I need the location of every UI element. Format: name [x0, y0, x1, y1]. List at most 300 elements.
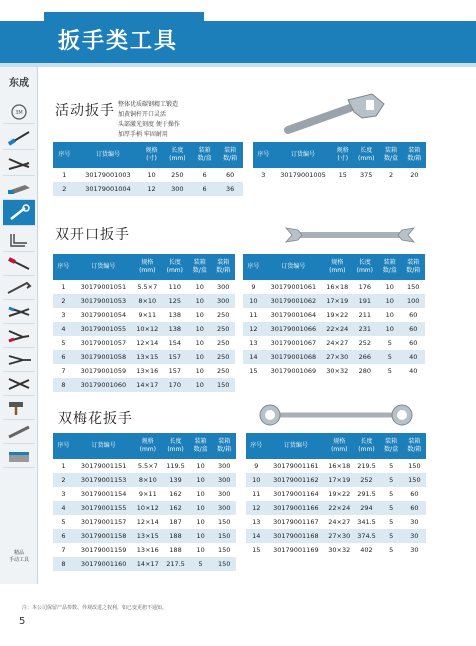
table-cell: 30179001057: [74, 336, 133, 350]
section-description: 整体优质碳钢精工锻造 加黄铜杆开口灵活 头部激光刻度 便于操作 加厚手柄 牢固耐用: [118, 101, 180, 138]
table-cell: 9×11: [133, 308, 162, 322]
table-row: [246, 459, 426, 473]
table-cell: 7: [53, 543, 74, 557]
table-cell: 14: [243, 350, 264, 364]
table-cell: 157: [162, 364, 188, 378]
table-cell: 5: [53, 336, 74, 350]
table-cell: 138: [162, 308, 188, 322]
table-cell: 30179001061: [264, 280, 323, 294]
table-cell: 30179001062: [264, 294, 323, 308]
table-cell: 30179001055: [74, 322, 133, 336]
table-cell: 150: [212, 543, 236, 557]
table-cell: 40: [402, 364, 426, 378]
table-cell: 13: [246, 515, 267, 529]
table-cell: 119.5: [162, 459, 189, 473]
table-row: [243, 294, 425, 308]
table-cell: 219.5: [353, 459, 379, 473]
spec-table-double-open-right: [243, 254, 425, 378]
table-cell: 8: [53, 378, 74, 392]
table-cell: 341.5: [353, 515, 379, 529]
table-cell: 20: [403, 168, 426, 182]
table-cell: 10: [378, 322, 401, 336]
table-cell: 10×12: [133, 501, 162, 515]
table-cell: 231: [352, 322, 378, 336]
table-cell: 162: [162, 501, 189, 515]
tool-set-icon[interactable]: [3, 444, 35, 468]
table-header-cell: 序号: [53, 433, 74, 459]
table-cell: 10: [188, 308, 211, 322]
table-cell: 30179001158: [74, 529, 133, 543]
table-cell: 1: [53, 168, 76, 182]
table-cell: 5.5×7: [133, 280, 162, 294]
cutter-icon[interactable]: [3, 324, 35, 348]
table-cell: 13: [243, 336, 264, 350]
table-cell: 30179001167: [267, 515, 326, 529]
table-header-cell: 序号: [243, 254, 264, 280]
table-cell: 60: [403, 487, 426, 501]
table-cell: 10: [188, 280, 211, 294]
table-cell: 250: [212, 322, 236, 336]
table-cell: 30179001162: [267, 473, 326, 487]
table-cell: 30: [403, 515, 426, 529]
table-header-cell: 装箱 数/箱: [403, 142, 426, 168]
table-cell: 2: [53, 473, 74, 487]
table-header-cell: 装箱 数/盒: [189, 433, 213, 459]
table-cell: 217.5: [162, 557, 189, 571]
table-cell: 30179001160: [74, 557, 133, 571]
table-cell: 250: [163, 168, 192, 182]
table-cell: 294: [353, 501, 379, 515]
table-cell: 125: [162, 294, 188, 308]
table-row: [53, 322, 235, 336]
double-ring-wrench-image: [256, 402, 416, 428]
table-cell: 10: [188, 378, 211, 392]
table-cell: 10: [188, 364, 211, 378]
table-cell: 300: [212, 473, 236, 487]
table-cell: 7: [53, 364, 74, 378]
table-cell: 110: [162, 280, 188, 294]
table-header-row: [53, 433, 236, 459]
spec-table-adjustable-left: [53, 142, 243, 196]
table-cell: 2: [53, 294, 74, 308]
table-cell: 30179001060: [74, 378, 133, 392]
table-header-cell: 订货编号: [274, 142, 333, 168]
table-row: [53, 280, 235, 294]
table-cell: 60: [402, 336, 426, 350]
table-cell: 10: [189, 543, 213, 557]
table-cell: 10: [378, 308, 401, 322]
table-header-row: [253, 142, 426, 168]
table-cell: 60: [217, 168, 243, 182]
table-header-cell: 长度 (mm): [353, 433, 379, 459]
table-cell: 30179001168: [267, 529, 326, 543]
section-title-double-ring-wrench: 双梅花扳手: [58, 411, 133, 427]
table-header-cell: 长度 (mm): [162, 433, 189, 459]
table-cell: 30179001058: [74, 350, 133, 364]
table-cell: 30179001067: [264, 336, 323, 350]
table-row: [246, 501, 426, 515]
pipe-wrench-icon[interactable]: [3, 276, 35, 300]
table-cell: 13×16: [133, 364, 162, 378]
table-cell: 150: [212, 515, 236, 529]
logo-badge-icon[interactable]: [3, 100, 35, 124]
table-row: [53, 557, 236, 571]
table-header-cell: 序号: [53, 254, 74, 280]
table-row: [53, 294, 235, 308]
table-row: [53, 168, 243, 182]
table-cell: 30179001066: [264, 322, 323, 336]
table-cell: 9: [243, 280, 264, 294]
table-cell: 30: [403, 529, 426, 543]
table-cell: 15: [243, 364, 264, 378]
table-row: [246, 529, 426, 543]
table-header-cell: 规格 (寸): [140, 142, 163, 168]
table-cell: 280: [352, 364, 378, 378]
table-row: [53, 515, 236, 529]
table-header-cell: 订货编号: [74, 433, 133, 459]
table-cell: 10×12: [133, 322, 162, 336]
table-cell: 12: [140, 182, 163, 196]
table-header-cell: 装箱 数/盒: [192, 142, 218, 168]
page-number: 5: [19, 616, 26, 627]
table-cell: 15: [332, 168, 353, 182]
table-cell: 402: [353, 543, 379, 557]
table-cell: 10: [378, 294, 401, 308]
table-cell: 5: [380, 515, 403, 529]
table-row: [53, 364, 235, 378]
table-cell: 3: [53, 308, 74, 322]
table-cell: 176: [352, 280, 378, 294]
table-cell: 19×22: [325, 487, 353, 501]
table-cell: 27×30: [323, 350, 352, 364]
table-cell: 2: [379, 168, 402, 182]
table-cell: 187: [162, 515, 189, 529]
table-cell: 6: [192, 182, 218, 196]
table-row: [53, 473, 236, 487]
table-cell: 27×30: [325, 529, 353, 543]
table-cell: 12: [246, 501, 267, 515]
table-cell: 157: [162, 350, 188, 364]
sidebar-note: 精品 手动工具: [8, 550, 29, 563]
table-row: [243, 308, 425, 322]
table-cell: 10: [189, 459, 213, 473]
table-row: [246, 543, 426, 557]
table-header-cell: 规格 (mm): [133, 433, 162, 459]
table-row: [53, 336, 235, 350]
table-cell: 191: [352, 294, 378, 308]
table-cell: 4: [53, 501, 74, 515]
table-cell: 250: [212, 364, 236, 378]
table-header-cell: 序号: [253, 142, 274, 168]
table-cell: 10: [378, 280, 401, 294]
double-open-wrench-image: [284, 224, 416, 246]
table-cell: 374.5: [353, 529, 379, 543]
table-header-cell: 长度 (mm): [353, 142, 379, 168]
table-header-row: [53, 254, 235, 280]
table-header-cell: 装箱 数/盒: [188, 254, 211, 280]
table-cell: 30179001059: [74, 364, 133, 378]
header-underline: [0, 63, 476, 67]
table-cell: 250: [212, 308, 236, 322]
table-cell: 162: [162, 487, 189, 501]
spec-table-double-open-left: [53, 254, 235, 392]
wrench-icon[interactable]: [3, 200, 35, 226]
adjustable-wrench-image: [280, 90, 390, 140]
table-cell: 266: [352, 350, 378, 364]
table-cell: 8×10: [133, 294, 162, 308]
table-cell: 375: [353, 168, 379, 182]
table-cell: 60: [402, 322, 426, 336]
table-header-row: [246, 433, 426, 459]
table-cell: 60: [402, 308, 426, 322]
table-header-cell: 规格 (mm): [323, 254, 352, 280]
table-cell: 30179001169: [267, 543, 326, 557]
table-header-row: [53, 142, 243, 168]
svg-text:3M: 3M: [15, 109, 23, 116]
table-header-cell: 装箱 数/盒: [379, 142, 402, 168]
table-cell: 30179001153: [74, 473, 133, 487]
table-cell: 30179001157: [74, 515, 133, 529]
table-cell: 22×24: [323, 322, 352, 336]
table-cell: 12×14: [133, 336, 162, 350]
table-cell: 30179001004: [76, 182, 141, 196]
table-cell: 154: [162, 336, 188, 350]
table-cell: 36: [217, 182, 243, 196]
table-cell: 300: [163, 182, 192, 196]
table-cell: 150: [403, 473, 426, 487]
table-cell: 14×17: [133, 378, 162, 392]
table-cell: 5: [378, 364, 401, 378]
hex-key-icon[interactable]: [3, 228, 35, 252]
table-cell: 16×18: [323, 280, 352, 294]
table-cell: 139: [162, 473, 189, 487]
table-cell: 10: [188, 322, 211, 336]
table-cell: 24×27: [323, 336, 352, 350]
table-cell: 10: [243, 294, 264, 308]
table-cell: 30×32: [323, 364, 352, 378]
table-cell: 11: [243, 308, 264, 322]
table-cell: 10: [188, 294, 211, 308]
cutter-icon[interactable]: [3, 176, 35, 200]
table-cell: 6: [53, 350, 74, 364]
table-cell: 5: [380, 543, 403, 557]
file-icon[interactable]: [3, 420, 35, 444]
table-cell: 30179001053: [74, 294, 133, 308]
table-cell: 5.5×7: [133, 459, 162, 473]
table-cell: 3: [253, 168, 274, 182]
table-cell: 1: [53, 280, 74, 294]
table-cell: 11: [246, 487, 267, 501]
table-header-cell: 订货编号: [74, 254, 133, 280]
table-cell: 150: [402, 280, 426, 294]
table-cell: 170: [162, 378, 188, 392]
table-cell: 17×19: [323, 294, 352, 308]
table-cell: 30×32: [325, 543, 353, 557]
table-cell: 30179001154: [74, 487, 133, 501]
table-cell: 300: [212, 294, 236, 308]
table-cell: 6: [192, 168, 218, 182]
table-cell: 250: [212, 350, 236, 364]
table-row: [243, 364, 425, 378]
long-nose-pliers-icon[interactable]: [3, 348, 35, 372]
table-cell: 3: [53, 487, 74, 501]
spec-table-double-ring-right: [246, 433, 426, 557]
table-cell: 10: [188, 350, 211, 364]
hammer-icon[interactable]: [3, 396, 35, 420]
section-title-double-open-wrench: 双开口扳手: [55, 227, 130, 243]
table-cell: 150: [212, 529, 236, 543]
table-cell: 60: [403, 501, 426, 515]
table-cell: 211: [352, 308, 378, 322]
table-row: [53, 308, 235, 322]
table-cell: 16×18: [325, 459, 353, 473]
table-cell: 150: [212, 557, 236, 571]
table-cell: 10: [189, 529, 213, 543]
table-cell: 5: [189, 557, 213, 571]
table-cell: 252: [352, 336, 378, 350]
table-row: [53, 182, 243, 196]
table-header-cell: 长度 (mm): [163, 142, 192, 168]
table-cell: 13×15: [133, 529, 162, 543]
table-cell: 30179001164: [267, 487, 326, 501]
table-header-row: [243, 254, 425, 280]
table-cell: 40: [402, 350, 426, 364]
table-row: [53, 529, 236, 543]
table-header-cell: 规格 (寸): [332, 142, 353, 168]
table-cell: 150: [212, 378, 236, 392]
table-cell: 15: [246, 543, 267, 557]
table-row: [53, 501, 236, 515]
table-cell: 5: [380, 459, 403, 473]
spec-table-double-ring-left: [53, 433, 236, 571]
table-cell: 30179001064: [264, 308, 323, 322]
table-cell: 5: [380, 487, 403, 501]
screwdriver-icon[interactable]: [3, 126, 35, 150]
table-cell: 5: [380, 473, 403, 487]
table-row: [243, 322, 425, 336]
table-cell: 188: [162, 529, 189, 543]
table-cell: 291.5: [353, 487, 379, 501]
table-header-cell: 装箱 数/箱: [212, 433, 236, 459]
table-row: [243, 336, 425, 350]
table-header-cell: 订货编号: [264, 254, 323, 280]
brand-logo: 东成: [9, 78, 29, 89]
table-cell: 12: [243, 322, 264, 336]
pliers-icon[interactable]: [3, 300, 35, 324]
table-cell: 17×19: [325, 473, 353, 487]
table-cell: 19×22: [323, 308, 352, 322]
table-header-cell: 规格 (mm): [133, 254, 162, 280]
table-cell: 13×16: [133, 543, 162, 557]
table-cell: 30179001161: [267, 459, 326, 473]
footer-note: 注：本公司保留产品参数、外观改进之权利，如已变更恕不通知。: [22, 605, 168, 611]
table-header-cell: 长度 (mm): [162, 254, 188, 280]
table-cell: 14: [246, 529, 267, 543]
table-cell: 5: [380, 501, 403, 515]
table-cell: 252: [353, 473, 379, 487]
table-cell: 13×15: [133, 350, 162, 364]
table-cell: 24×27: [325, 515, 353, 529]
table-cell: 30179001054: [74, 308, 133, 322]
table-cell: 5: [53, 515, 74, 529]
table-row: [246, 487, 426, 501]
table-cell: 150: [403, 459, 426, 473]
table-cell: 8: [53, 557, 74, 571]
table-row: [246, 515, 426, 529]
pliers-icon[interactable]: [3, 152, 35, 176]
screwdriver-set-icon[interactable]: [3, 252, 35, 276]
table-cell: 138: [162, 322, 188, 336]
table-header-cell: 序号: [246, 433, 267, 459]
table-cell: 30179001166: [267, 501, 326, 515]
table-cell: 14×17: [133, 557, 162, 571]
table-row: [243, 280, 425, 294]
table-cell: 10: [246, 473, 267, 487]
spec-table-adjustable-right: [253, 142, 426, 182]
table-header-cell: 订货编号: [267, 433, 326, 459]
table-cell: 4: [53, 322, 74, 336]
pliers-icon[interactable]: [3, 372, 35, 396]
table-cell: 22×24: [325, 501, 353, 515]
page-title: 扳手类工具: [58, 29, 179, 54]
table-row: [53, 378, 235, 392]
table-row: [53, 487, 236, 501]
table-cell: 10: [140, 168, 163, 182]
table-cell: 9×11: [133, 487, 162, 501]
table-cell: 30: [403, 543, 426, 557]
table-cell: 10: [189, 515, 213, 529]
table-cell: 5: [378, 350, 401, 364]
table-cell: 2: [53, 182, 76, 196]
table-row: [246, 473, 426, 487]
table-cell: 30179001068: [264, 350, 323, 364]
table-cell: 30179001069: [264, 364, 323, 378]
table-header-cell: 规格 (mm): [325, 433, 353, 459]
table-cell: 8×10: [133, 473, 162, 487]
table-cell: 30179001051: [74, 280, 133, 294]
section-title-adjustable-wrench: 活动扳手: [55, 103, 115, 119]
table-header-cell: 订货编号: [76, 142, 141, 168]
table-cell: 30179001005: [274, 168, 333, 182]
table-header-cell: 装箱 数/箱: [403, 433, 426, 459]
table-row: [253, 168, 426, 182]
table-header-cell: 装箱 数/盒: [380, 433, 403, 459]
table-cell: 100: [402, 294, 426, 308]
table-cell: 5: [378, 336, 401, 350]
table-cell: 1: [53, 459, 74, 473]
table-header-cell: 长度 (mm): [352, 254, 378, 280]
table-cell: 10: [189, 473, 213, 487]
table-cell: 10: [189, 487, 213, 501]
table-cell: 300: [212, 459, 236, 473]
table-cell: 250: [212, 336, 236, 350]
table-cell: 300: [212, 501, 236, 515]
table-header-cell: 序号: [53, 142, 76, 168]
table-header-cell: 装箱 数/箱: [402, 254, 426, 280]
table-row: [243, 350, 425, 364]
table-header-cell: 装箱 数/盒: [378, 254, 401, 280]
table-cell: 30179001159: [74, 543, 133, 557]
table-cell: 300: [212, 487, 236, 501]
table-row: [53, 543, 236, 557]
table-cell: 30179001151: [74, 459, 133, 473]
table-cell: 10: [188, 336, 211, 350]
table-cell: 12×14: [133, 515, 162, 529]
table-header-cell: 装箱 数/箱: [217, 142, 243, 168]
table-cell: 30179001003: [76, 168, 141, 182]
table-cell: 10: [189, 501, 213, 515]
table-header-cell: 装箱 数/箱: [212, 254, 236, 280]
